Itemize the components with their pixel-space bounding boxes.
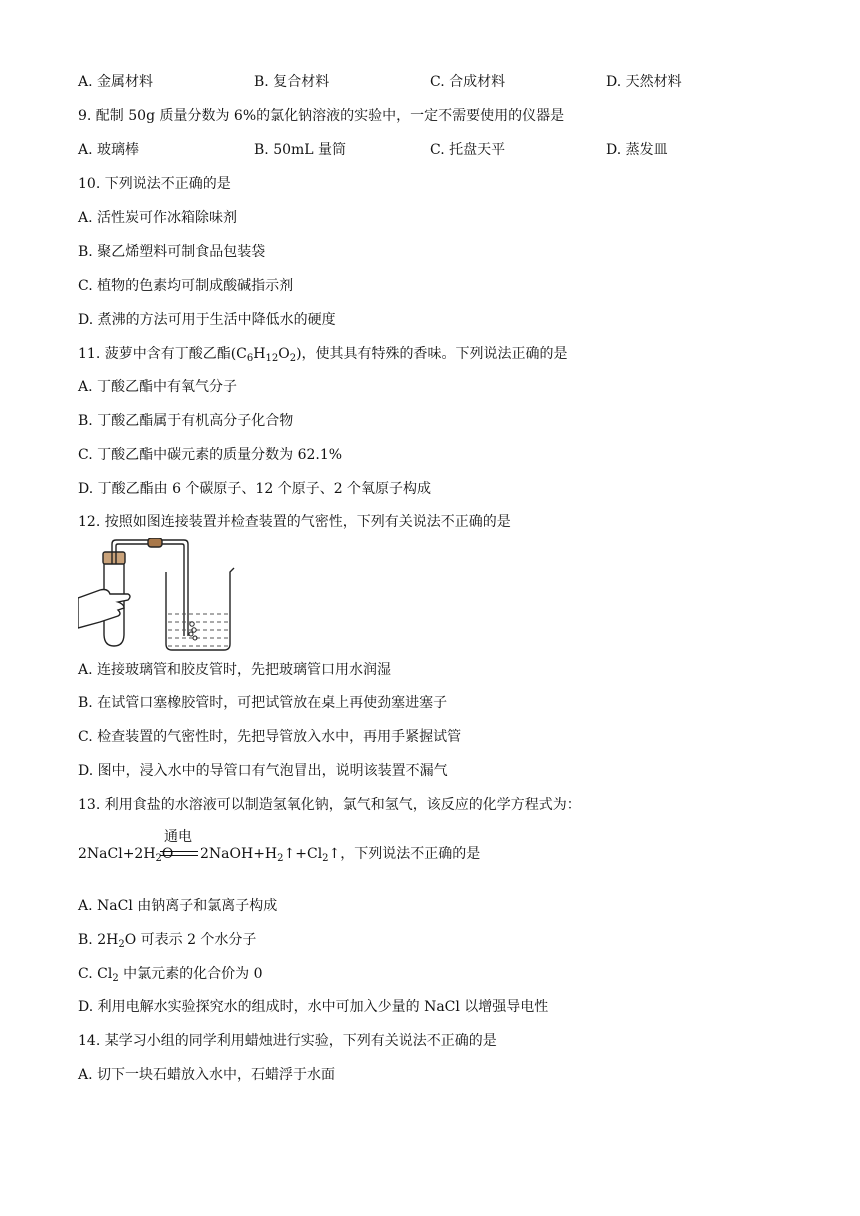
q14-option-a: A. 切下一块石蜡放入水中，石蜡浮于水面 [78,1067,336,1083]
q10-stem: 10. 下列说法不正确的是 [78,176,231,192]
q9-option-c: C. 托盘天平 [430,142,506,158]
q8-option-d: D. 天然材料 [606,74,682,90]
q10-option-c: C. 植物的色素均可制成酸碱指示剂 [78,278,294,294]
q8-option-b: B. 复合材料 [254,74,330,90]
q8-option-a: A. 金属材料 [78,74,154,90]
water [168,614,228,646]
rubber-connector [148,538,162,547]
q13-stem: 13. 利用食盐的水溶液可以制造氢氧化钠，氯气和氢气，该反应的化学方程式为： [78,797,581,813]
q13-option-c: C. $Cl_2$ 中氯元素的化合价为 0 [78,966,263,984]
q8-option-c: C. 合成材料 [430,74,506,90]
q14-stem: 14. 某学习小组的同学利用蜡烛进行实验，下列有关说法不正确的是 [78,1033,497,1049]
q11-option-a: A. 丁酸乙酯中有氧气分子 [78,379,238,395]
q9-option-b: B. 50mL 量筒 [254,142,347,158]
q10-option-d: D. 煮沸的方法可用于生活中降低水的硬度 [78,312,336,328]
q12-option-b: B. 在试管口塞橡胶管时，可把试管放在桌上再使劲塞进塞子 [78,695,448,711]
q9-option-a: A. 玻璃棒 [78,142,140,158]
rubber-stopper [103,552,125,564]
q12-option-a: A. 连接玻璃管和胶皮管时，先把玻璃管口用水润湿 [78,662,392,678]
q9-stem: 9. 配制 50g 质量分数为 6%的氯化钠溶液的实验中，一定不需要使用的仪器是 [78,108,565,124]
q13-option-d: D. 利用电解水实验探究水的组成时，水中可加入少量的 NaCl 以增强导电性 [78,999,549,1015]
q11-stem: 11. 菠萝中含有丁酸乙酯$(C_6H_{12}O_2)$，使其具有特殊的香味。下列说法正确的是 [78,346,568,364]
reaction-condition: 通电 [164,829,192,845]
q12-option-c: C. 检查装置的气密性时，先把导管放入水中，再用手紧握试管 [78,729,462,745]
q13-option-a: A. NaCl 由钠离子和氯离子构成 [78,898,278,914]
q12-option-d: D. 图中，浸入水中的导管口有气泡冒出，说明该装置不漏气 [78,763,448,779]
q12-stem: 12. 按照如图连接装置并检查装置的气密性，下列有关说法不正确的是 [78,514,511,530]
q9-option-d: D. 蒸发皿 [606,142,668,158]
q10-option-a: A. 活性炭可作冰箱除味剂 [78,210,238,226]
q11-option-b: B. 丁酸乙酯属于有机高分子化合物 [78,413,294,429]
q11-option-d: D. 丁酸乙酯由 6 个碳原子、12 个原子、2 个氧原子构成 [78,481,432,497]
airtightness-apparatus-figure [78,538,238,654]
q13-option-b: B. $2H_2O$ 可表示 2 个水分子 [78,932,257,950]
chemical-equation-left: $2NaCl+2H_2O$ [78,846,174,864]
q11-option-c: C. 丁酸乙酯中碳元素的质量分数为 62.1% [78,447,343,463]
chemical-equation-right: $2NaOH+H_2↑+Cl_2↑$，下列说法不正确的是 [200,846,481,864]
q10-option-b: B. 聚乙烯塑料可制食品包装袋 [78,244,266,260]
bubbles [189,622,197,640]
